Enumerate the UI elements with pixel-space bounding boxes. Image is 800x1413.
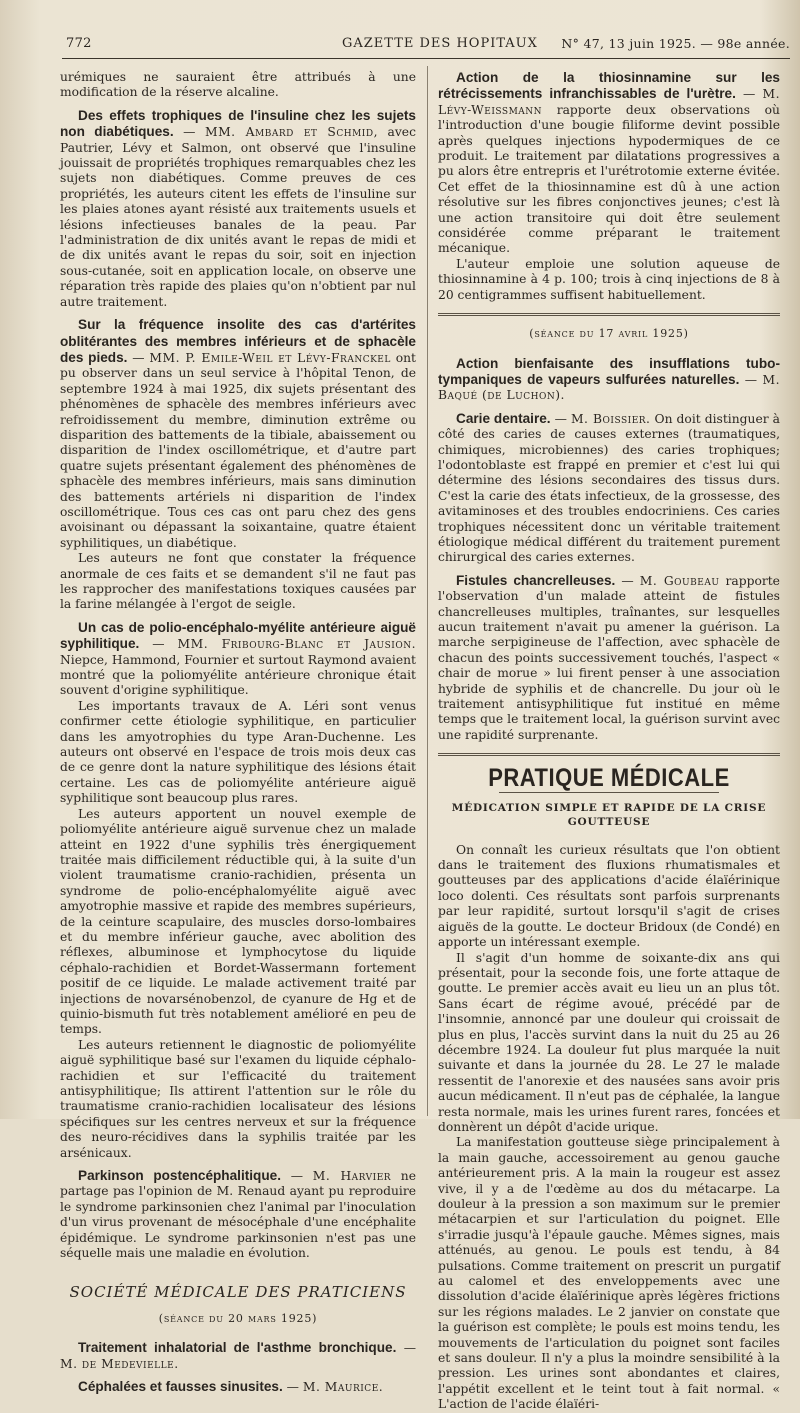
article-paragraph: La manifestation goutteuse siège principalement à la main gauche, accessoirement au genou gauche antérieurement pris. A la main la rougeur est assez vive, il y a de l'œdème au dos du métacarpe. La douleur à la pression a son maximum sur le premier métacarpien et sur l'articulation du poignet. Elle s'irradie jusqu'à l'épaule gauche. Mêmes signes, mais atténués, au genou. Le pouls est tendu, à 84 pulsations. Comme traitement on prescrit un purgatif au calomel et des enveloppements avec une dissolution d'acide élaïérinique après légères frictions sur les régions malades. Le 2 janvier on constate que la guérison est complète; le pouls est moins tendu, les mouvements de l'articulation du poignet sont faciles et sans douleur. Il n'y a plus la moindre sensibilité à la pression. Les urines sont abondantes et claires, l'appétit excellent et le teint tout à fait normal. « L'action de l'acide élaïéri- [438,1135,780,1412]
article-title: Fistules chancrelleuses. [456,572,616,588]
intro-paragraph: urémiques ne sauraient être attribués à une modification de la réserve alcaline. [60,70,416,100]
article-text: ne partage pas l'opinion de M. Renaud ayant pu reproduire le syndrome parkinsonien chez l'animal par l'inoculation d'un virus provenant de mésocéphale d'une encéphalite épidémique. Le syndrome parkinsonien n'est pas une séquelle mais une maladie en évolution. [60,1169,416,1261]
article-authors: MM. P. Emile-Weil et Lévy-Franckel [149,350,391,365]
article-title: Sur la fréquence insolite des cas d'artérites oblitérantes des membres inférieurs et de sphacèle des pieds. [60,317,416,365]
article-authors: MM. Ambard et Schmid, [204,125,378,140]
article-text: rapporte l'observation d'un malade atteint de fistules chancrelleuses multiples, traînantes, sur lesquelles aucun traitement n'avait pu amener la guérison. La marche serpigineuse de l'affection, avec sphacèle de chacun des points successivement touchés, l'aspect « chair de morue » lui firent penser à une association hybride de syphilis et de chancrelle. Du jour où le traitement antisyphilitique fut institué en même temps que le traitement local, la guérison survint avec une rapidité surprenante. [438,573,780,742]
article-paragraph: Les auteurs apportent un nouvel exemple de poliomyélite antérieure aiguë survenue chez un malade atteint en 1922 d'une syphilis très énergiquement traitée mais difficilement réductible qui, à la suite d'un violent traumatisme cranio-rachidien, présenta un syndrome de polio-encéphalomyélite aiguë avec amyotrophie massive et rapide des membres supérieurs, de la ceinture scapulaire, des muscles dorso-lombaires et du membre inférieur gauche, avec abolition des réflexes, albuminose et lymphocytose du liquide céphalo-rachidien et Bordet-Wassermann fortement positif de ce liquide. Le malade activement traité par injections de novarsénobenzol, de cyanure de Hg et de quinio-bismuth fut très notablement amélioré en peu de temps. [60,806,416,1037]
article-paragraph: On connaît les curieux résultats que l'on obtient dans le traitement des fluxions rhumatismales et goutteuses par des applications d'acide élaïérinique loco dolenti. Ces résultats sont parfois surprenants par leur rapidité, surtout lorsqu'il s'agit de crises aiguës de la goutte. Le docteur Bridoux (de Condé) en apporte un intéressant exemple. [438,842,780,950]
article-insuline: Des effets trophiques de l'insuline chez les sujets non diabétiques. — MM. Ambard et Schmid, avec Pautrier, Lévy et Salmon, ont observé que l'insuline jouissait de propriétés trophiques remarquables chez les sujets non diabétiques. Comme preuves de ces propriétés, les auteurs citent les effets de l'insuline sur les plaies atones ayant résisté aux traitements usuels et lésions infectieuses banales de la peau. Par l'administration de dix unités avant le repas de midi et de dix unités avant le repas du soir, soit en injection sous-cutanée, soit en application locale, on observe une réparation très rapide des plaies qu'on n'obtient par nul autre traitement. [60,107,416,309]
seance-date: (séance du 20 mars 1925) [158,1311,318,1325]
article-text: Niepce, Hammond, Fournier et surtout Raymond avaient montré que la poliomyélite antérieure chronique était souvent d'origine syphilitique. [60,652,416,698]
page-number: 772 [66,36,92,51]
article-insufflations: Action bienfaisante des insufflations tubo-tympaniques de vapeurs sulfurées naturelles. — M. Baqué (de Luchon). [438,355,780,403]
article-arterites: Sur la fréquence insolite des cas d'artérites oblitérantes des membres inférieurs et de sphacèle des pieds. — MM. P. Emile-Weil et Lévy-Franckel ont pu observer dans un seul service à l'hôpital Tenon, de septembre 1924 à mai 1925, dix sujets présentant des phénomènes de sphacèle des membres inférieurs avec refroidissement du membre, diminution extrême ou disparition des battements de la tibiale, abaissement ou disparition de l'index oscillométrique, et d'autre part quatre sujets présentant également des phénomènes de sphacèle des membres inférieurs, mais sans diminution des battements artériels ni disparition de l'index oscillométrique. Tous ces cas ont paru chez des gens avoisinant ou dépassant la soixantaine, quatre étaient syphilitiques, un diabétique. [60,317,416,550]
article-title: Céphalées et fausses sinusites. [78,1379,283,1395]
article-paragraph: Les auteurs ne font que constater la fréquence anormale de ces faits et se demandent s'il ne faut pas les rapprocher des manifestations toxiques causées par la farine mélangée à l'ergot de seigle. [60,551,416,612]
section-subtitle: MÉDICATION SIMPLE ET RAPIDE DE LA CRISE GOUTTEUSE [451,801,767,828]
article-parkinson: Parkinson postencéphalitique. — M. Harvier ne partage pas l'opinion de M. Renaud ayant pu reproduire le syndrome parkinsonien chez l'animal par l'inoculation d'un virus provenant de mésocéphale d'une encéphalite épidémique. Le syndrome parkinsonien n'est pas une séquelle mais une maladie en évolution. [60,1168,416,1261]
article-title: Traitement inhalatorial de l'asthme bronchique. [78,1340,397,1356]
article-authors: M. Baqué (de Luchon). [438,372,780,403]
issue-info: N° 47, 13 juin 1925. — 98e année. [561,36,790,51]
article-authors: M. Lévy-Weissmann [438,87,780,117]
article-text: On doit distinguer à côté des caries de causes externes (traumatiques, chimiques, microbiennes) des caries trophiques; l'odontoblaste est frappé en premier et c'est lui qui détermine des lésions secondaires des tissus durs. C'est la carie des états infectieux, de la grossesse, des avitaminoses et des troubles endocriniens. Ces caries trophiques nécessitent donc un véritable traitement étiologique médical différent du traitement purement chirurgical des caries externes. [438,411,780,565]
article-title: Action bienfaisante des insufflations tubo-tympaniques de vapeurs sulfurées naturelles. [438,355,780,387]
article-cephalees: Céphalées et fausses sinusites. — M. Maurice. [78,1379,384,1395]
article-thiosinnamine: Action de la thiosinnamine sur les rétrécissements infranchissables de l'urètre. — M. Lévy-Weissmann rapporte deux observations où l'introduction d'une bougie filiforme devint possible après quelques injections hypodermiques de ce produit. Le traitement par dilatations progressives a pu alors être entrepris et l'urétrotomie externe évitée. Cet effet de la thiosinnamine est dû à une action résolutive sur les fibres conjonctives jeunes; c'est là une action transitoire qui doit être seulement considérée comme préparant le traitement mécanique. [438,70,780,256]
right-column [438,70,780,1413]
section-rule [438,753,780,756]
article-paragraph: Il s'agit d'un homme de soixante-dix ans qui présentait, pour la seconde fois, une forte attaque de goutte. Le premier accès avait eu lieu un an plus tôt. Sans écart de régime avoué, précédé par de l'insomnie, annoncé par une douleur qui croissait de plus en plus, l'accès survint dans la nuit du 25 au 26 décembre 1924. La douleur fut plus marquée la nuit suivante et dans la journée du 28. Le 27 le malade ressentit de l'anorexie et des nausées sans avoir pris aucun médicament. Il n'eut pas de céphalée, la langue resta normale, mais les urines furent rares, foncées et donnèrent un dépôt d'acide urique. [438,950,780,1134]
header-rule [62,58,790,59]
article-paragraph: Les auteurs retiennent le diagnostic de poliomyélite aiguë syphilitique basé sur l'examen du liquide céphalo-rachidien et sur l'efficacité du traitement antisyphilitique; Ils attirent l'attention sur le rôle du traumatisme cranio-rachidien localisateur des lésions spécifiques sur les centres nerveux et sur la fréquence des neuro-récidives dans la syphilis traitée par les arsénicaux. [60,1037,416,1160]
article-title: Carie dentaire. [456,410,551,426]
article-polio: Un cas de polio-encéphalo-myélite antérieure aiguë syphilitique. — MM. Fribourg-Blanc et Jausion. Niepce, Hammond, Fournier et surtout Raymond avaient montré que la poliomyélite antérieure chronique était souvent d'origine syphilitique. [60,619,416,698]
article-authors: MM. Fribourg-Blanc et Jausion. [177,637,416,652]
society-title: SOCIÉTÉ MÉDICALE DES PRATICIENS [69,1283,407,1302]
column-divider [427,66,428,1116]
article-carie: Carie dentaire. — M. Boissier. On doit distinguer à côté des caries de causes externes (traumatiques, chimiques, microbiennes) des caries trophiques; l'odontoblaste est frappé en premier et c'est lui qui détermine des lésions secondaires des tissus durs. C'est la carie des états infectieux, de la grossesse, des avitaminoses et des troubles endocriniens. Ces caries trophiques nécessitent donc un véritable traitement étiologique médical différent du traitement purement chirurgical des caries externes. [438,410,780,565]
left-column [60,70,416,1396]
article-title: Parkinson postencéphalitique. [78,1168,281,1184]
section-rule [438,313,780,316]
article-authors: M. Maurice. [302,1380,384,1395]
article-authors: M. Harvier [312,1169,392,1184]
section-title-pratique-medicale: PRATIQUE MÉDICALE [488,763,730,793]
article-fistules: Fistules chancrelleuses. — M. Goubeau rapporte l'observation d'un malade atteint de fistules chancrelleuses multiples, traînantes, sur lesquelles aucun traitement n'avait pu amener la guérison. La marche serpigineuse de l'affection, avec sphacèle de chacun des points successivement touchés, l'aspect « chair de morue » lui firent penser à une association hybride de syphilis et de chancrelle. Du jour où le traitement antisyphilitique fut institué en même temps que le traitement local, la guérison survint avec une rapidité surprenante. [438,572,780,742]
article-asthme: Traitement inhalatorial de l'asthme bronchique. — M. de Medevielle. [60,1340,416,1371]
article-authors: M. de Medevielle. [60,1356,179,1371]
journal-title: GAZETTE DES HOPITAUX [342,36,538,51]
article-authors: M. Boissier. [570,411,651,426]
article-paragraph: Les importants travaux de A. Léri sont venus confirmer cette étiologie syphilitique, en particulier dans les amyotrophies du type Aran-Duchenne. Les auteurs ont observé en l'espace de trois mois deux cas de ce genre dont la nature syphilitique des lésions était certaine. Les cas de poliomyélite antérieure aiguë syphilitique sont beaucoup plus rares. [60,698,416,806]
article-title: Un cas de polio-encéphalo-myélite antérieure aiguë syphilitique. [60,619,416,652]
article-paragraph: L'auteur emploie une solution aqueuse de thiosinnamine à 4 p. 100; trois à cinq injections de 8 à 20 centigrammes suffisent habituellement. [438,256,780,302]
page-header [62,30,790,56]
article-authors: M. Goubeau [639,573,720,588]
article-title: Des effets trophiques de l'insuline chez les sujets non diabétiques. [60,107,416,140]
seance-date: (séance du 17 avril 1925) [529,327,689,341]
article-title: Action de la thiosinnamine sur les rétrécissements infranchissables de l'urètre. [438,70,780,102]
article-text: ont pu observer dans un seul service à l'hôpital Tenon, de septembre 1924 à mai 1925, dix sujets présentant des phénomènes de sphacèle des membres inférieurs avec refroidissement du membre, diminution extrême ou disparition des battements de la tibiale, abaissement ou disparition de l'index oscillométrique, et d'autre part quatre sujets présentant également des phénomènes de sphacèle des membres inférieurs, mais sans diminution des battements artériels ni disparition de l'index oscillométrique. Tous ces cas ont paru chez des gens avoisinant ou dépassant la soixantaine, quatre étaient syphilitiques, un diabétique. [60,350,416,550]
article-text: rapporte deux observations où l'introduction d'une bougie filiforme devint possible après quelques injections hypodermiques de ce produit. Le traitement par dilatations progressives a pu alors être entrepris et l'urétrotomie externe évitée. Cet effet de la thiosinnamine est dû à une action résolutive sur les fibres conjonctives jeunes; c'est là une action transitoire qui doit être seulement considérée comme préparant le traitement mécanique. [438,102,780,256]
article-text: avec Pautrier, Lévy et Salmon, ont observé que l'insuline jouissait de propriétés trophiques remarquables chez les sujets non diabétiques. Comme preuves de ces propriétés, les auteurs citent les effets de l'insuline sur les plaies atones ayant résisté aux traitements usuels et lésions infectieuses banales de la peau. Par l'administration de dix unités avant le repas de midi et de dix unités avant le repas du soir, soit en injection sous-cutanée, soit en application locale, on observe une réparation très rapide des plaies qu'on n'obtient par nul autre traitement. [60,125,416,309]
